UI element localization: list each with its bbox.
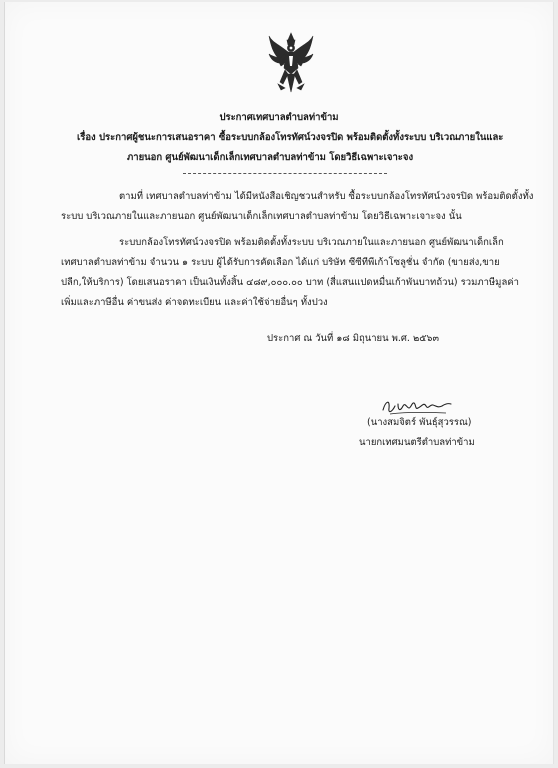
paragraph-2-line-2: เทศบาลตำบลท่าข้าม จำนวน ๑ ระบบ ผู้ได้รับการคัดเลือก ได้แก่ บริษัท ซีซีทีพีเก้าโซลูชั่น จำกัด (ขายส่ง,ขาย [61, 257, 500, 268]
paragraph-2-line-4: เพิ่มและภาษีอื่น ค่าขนส่ง ค่าจดทะเบียน และค่าใช้จ่ายอื่นๆ ทั้งปวง [61, 297, 328, 308]
paragraph-2-line-1: ระบบกล้องโทรทัศน์วงจรปิด พร้อมติดตั้งทั้งระบบ บริเวณภายในและภายนอก ศูนย์พัฒนาเด็กเล็ก [119, 237, 504, 248]
paragraph-2-line-3: ปลีก,ให้บริการ) โดยเสนอราคา เป็นเงินทั้งสิ้น ๔๘๙,๐๐๐.๐๐ บาท (สี่แสนแปดหมื่นเก้าพันบาทถ้วน) รวมภาษีมูลค่า [61, 277, 519, 288]
handwritten-signature [380, 394, 455, 418]
signatory-position: นายกเทศมนตรีตำบลท่าข้าม [359, 437, 475, 448]
announcement-title: ประกาศเทศบาลตำบลท่าข้าม [219, 112, 339, 123]
paragraph-1-line-1: ตามที่ เทศบาลตำบลท่าข้าม ได้มีหนังสือเชิญชวนสำหรับ ซื้อระบบกล้องโทรทัศน์วงจรปิด พร้อมติดตั้งทั้ง [119, 191, 534, 202]
signatory-name: (นางสมจิตร์ พันธุ์สุวรรณ) [367, 417, 472, 428]
header-divider [183, 173, 387, 174]
document-page [4, 2, 554, 764]
garuda-emblem-icon [268, 32, 314, 96]
announcement-date: ประกาศ ณ วันที่ ๑๘ มิถุนายน พ.ศ. ๒๕๖๓ [267, 333, 439, 344]
subject-line-2: ภายนอก ศูนย์พัฒนาเด็กเล็กเทศบาลตำบลท่าข้าม โดยวิธีเฉพาะเจาะจง [127, 152, 414, 163]
paragraph-1-line-2: ระบบ บริเวณภายในและภายนอก ศูนย์พัฒนาเด็กเล็กเทศบาลตำบลท่าข้าม โดยวิธีเฉพาะเจาะจง นั้น [61, 211, 462, 222]
subject-line-1: เรื่อง ประกาศผู้ชนะการเสนอราคา ซื้อระบบกล้องโทรทัศน์วงจรปิด พร้อมติดตั้งทั้งระบบ บริเวณภายในและ [77, 132, 504, 143]
